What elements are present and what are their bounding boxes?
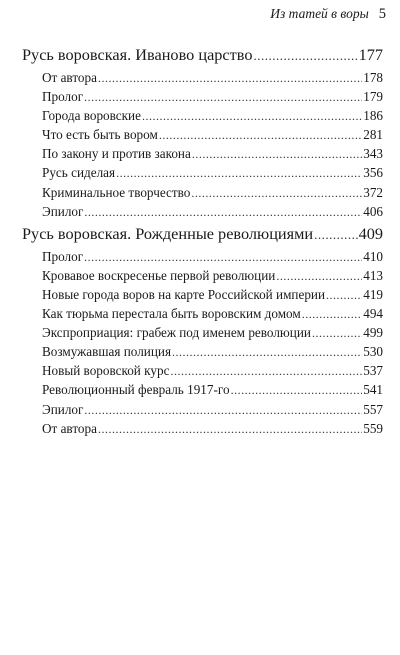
table-of-contents (22, 44, 383, 438)
dot-leader (326, 286, 362, 304)
dot-leader (191, 184, 362, 202)
toc-part-1 (22, 44, 383, 221)
toc-entry-page: 410 (363, 248, 383, 264)
toc-entry-page: 419 (363, 286, 383, 302)
dot-leader (314, 224, 357, 245)
dot-leader (84, 401, 362, 419)
toc-entry (22, 68, 383, 87)
dot-leader (231, 381, 363, 399)
toc-entry-title: Пролог (42, 248, 84, 264)
toc-entry-page: 541 (363, 382, 383, 398)
dot-leader (192, 145, 362, 163)
dot-leader (170, 362, 362, 380)
running-head (270, 6, 386, 23)
toc-entry-title: Города воровские (42, 108, 141, 124)
toc-entry (22, 183, 383, 202)
toc-part-title: Русь воровская. Рожденные революциями (22, 223, 314, 243)
dot-leader (84, 248, 362, 266)
dot-leader (116, 164, 362, 182)
dot-leader (276, 267, 362, 285)
toc-entry-title: Как тюрьма перестала быть воровским домом (42, 306, 301, 322)
toc-entry-title: Новый воровской курс (42, 363, 170, 379)
toc-entry (22, 163, 383, 182)
dot-leader (172, 343, 362, 361)
toc-entry (22, 342, 383, 361)
dot-leader (302, 305, 362, 323)
toc-part-page: 409 (358, 223, 383, 243)
toc-entry-page: 343 (363, 146, 383, 162)
toc-entry-title: От автора (42, 420, 97, 436)
dot-leader (254, 45, 358, 66)
toc-entry-title: По закону и против закона (42, 146, 191, 162)
toc-entry (22, 285, 383, 304)
dot-leader (84, 203, 362, 221)
toc-entry-title: Что есть быть вором (42, 127, 158, 143)
toc-entry-page: 281 (363, 127, 383, 143)
toc-entry (22, 87, 383, 106)
toc-entry (22, 266, 383, 285)
toc-entry-title: Русь сиделая (42, 165, 116, 181)
toc-entry-page: 499 (363, 325, 383, 341)
toc-part-page: 177 (358, 45, 383, 64)
toc-entry (22, 144, 383, 163)
toc-entry-title: От автора (42, 70, 97, 85)
toc-entry-page: 372 (363, 184, 383, 200)
toc-entry-title: Эпилог (42, 203, 84, 219)
toc-part-2 (22, 223, 383, 438)
toc-entry (22, 419, 383, 438)
dot-leader (142, 107, 362, 125)
toc-entry-page: 559 (363, 420, 383, 436)
toc-entry-title: Пролог (42, 89, 84, 105)
dot-leader (98, 69, 362, 87)
toc-entry-title: Экспроприация: грабеж под именем революции (42, 325, 311, 341)
toc-entry (22, 106, 383, 125)
toc-entry-page: 186 (363, 108, 383, 124)
toc-entry-title: Новые города воров на карте Российской империи (42, 286, 326, 302)
dot-leader (84, 88, 362, 106)
toc-entry-page: 356 (363, 165, 383, 181)
toc-entry-page: 537 (363, 363, 383, 379)
toc-entry-title: Эпилог (42, 401, 84, 417)
toc-entry (22, 304, 383, 323)
toc-entry-title: Криминальное творчество (42, 184, 191, 200)
toc-entry-page: 178 (363, 70, 383, 85)
toc-entry (22, 400, 383, 419)
toc-part-heading (22, 44, 383, 66)
toc-entry (22, 361, 383, 380)
toc-part-heading (22, 223, 383, 245)
toc-entry-page: 530 (363, 344, 383, 360)
page-number: 5 (378, 6, 386, 22)
toc-entry (22, 247, 383, 266)
toc-entry-title: Революционный февраль 1917-го (42, 382, 230, 398)
toc-entry-page: 406 (363, 203, 383, 219)
toc-entry (22, 125, 383, 144)
toc-entry-title: Возмужавшая полиция (42, 344, 172, 360)
toc-entry (22, 380, 383, 399)
dot-leader (312, 324, 362, 342)
dot-leader (98, 420, 362, 438)
toc-entry-page: 557 (363, 401, 383, 417)
toc-entry-title: Кровавое воскресенье первой революции (42, 267, 276, 283)
running-title: Из татей в воры (270, 6, 369, 21)
toc-entry-page: 179 (363, 89, 383, 105)
toc-entry-page: 494 (363, 306, 383, 322)
dot-leader (159, 126, 362, 144)
toc-entry-page: 413 (363, 267, 383, 283)
toc-entry (22, 323, 383, 342)
toc-entry (22, 202, 383, 221)
toc-part-title: Русь воровская. Иваново царство (22, 45, 253, 64)
